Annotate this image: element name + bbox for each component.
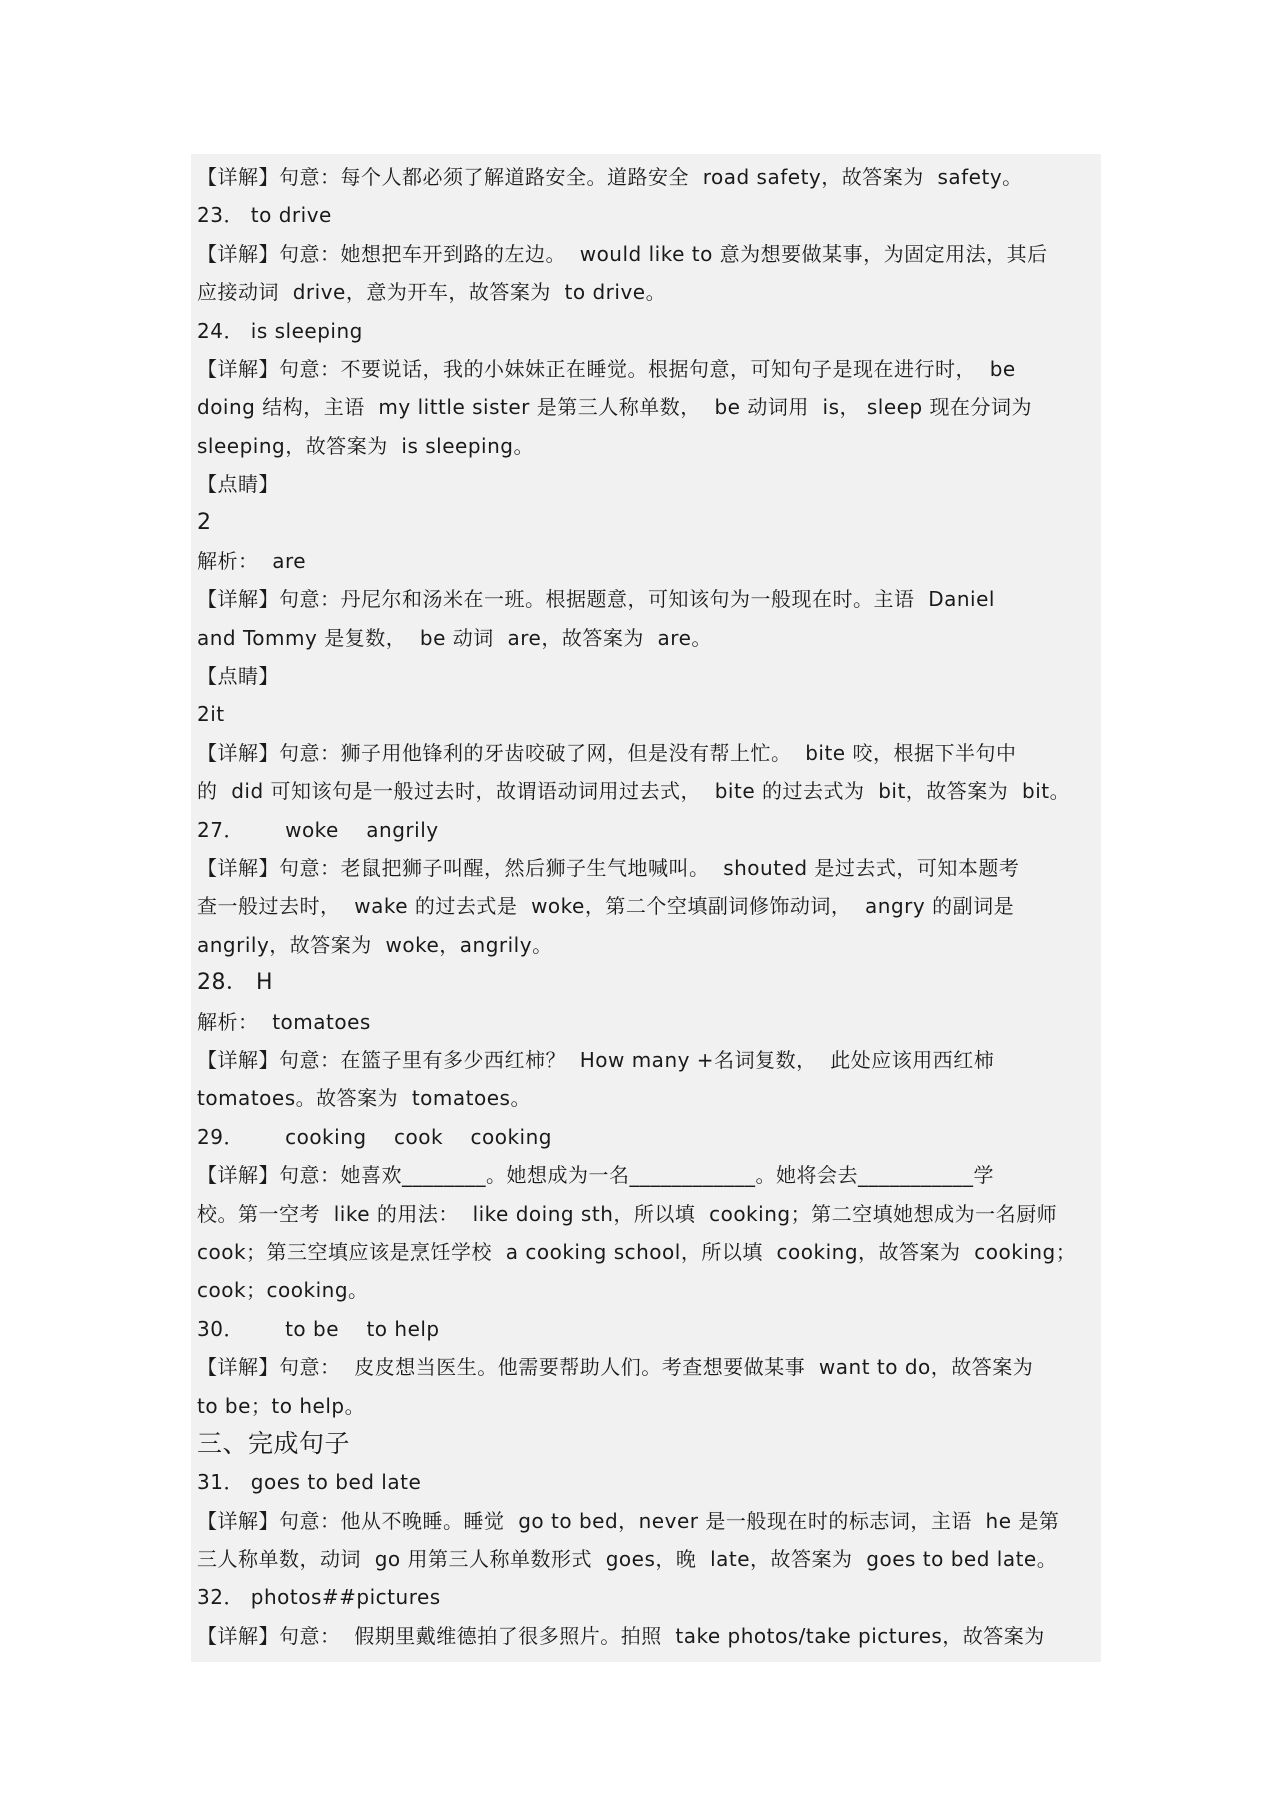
text-line: 【详解】句意：她想把车开到路的左边。 would like to 意为想要做某事，为固定用法，其后 bbox=[197, 241, 1048, 266]
text-line: 【详解】句意：他从不晚睡。睡觉 go to bed，never 是一般现在时的标志词，主语 he 是第 bbox=[197, 1508, 1060, 1533]
text-line: 24． is sleeping bbox=[197, 318, 363, 343]
text-line: doing 结构，主语 my little sister 是第三人称单数， be 动词用 is， sleep 现在分词为 bbox=[197, 395, 1033, 420]
text-line: 三人称单数，动词 go 用第三人称单数形式 goes，晚 late，故答案为 goes to bed late。 bbox=[197, 1547, 1058, 1572]
text-line: 解析： tomatoes bbox=[197, 1009, 371, 1034]
text-line: 28． H bbox=[197, 970, 274, 996]
text-line: sleeping，故答案为 is sleeping。 bbox=[197, 433, 534, 458]
text-line: 应接动词 drive，意为开车，故答案为 to drive。 bbox=[197, 280, 667, 305]
text-line: 【详解】句意：丹尼尔和汤米在一班。根据题意，可知该句为一般现在时。主语 Daniel bbox=[197, 587, 995, 612]
text-line: 查一般过去时， wake 的过去式是 woke，第二个空填副词修饰动词， angry 的副词是 bbox=[197, 894, 1015, 919]
section-heading: 三、完成句子 bbox=[197, 1428, 351, 1458]
text-line: 【点睛】 bbox=[197, 664, 279, 689]
text-line: 【详解】句意：老鼠把狮子叫醒，然后狮子生气地喊叫。 shouted 是过去式，可知本题考 bbox=[197, 856, 1020, 881]
text-line: cook；cooking。 bbox=[197, 1278, 369, 1303]
text-line: 32． photos##pictures bbox=[197, 1585, 441, 1610]
text-line: 解析： are bbox=[197, 548, 307, 573]
text-line: 29． cooking cook cooking bbox=[197, 1124, 552, 1149]
text-line: 【详解】句意：不要说话，我的小妹妹正在睡觉。根据句意，可知句子是现在进行时， be bbox=[197, 356, 1016, 381]
text-line: 2it bbox=[197, 702, 225, 727]
text-line: 【详解】句意：狮子用他锋利的牙齿咬破了网，但是没有帮上忙。 bite 咬，根据下半句中 bbox=[197, 740, 1017, 765]
text-line: 【点睛】 bbox=[197, 472, 279, 497]
text-line: 校。第一空考 like 的用法： like doing sth，所以填 cooking；第二空填她想成为一名厨师 bbox=[197, 1201, 1058, 1226]
text-line: 【详解】句意： 假期里戴维德拍了很多照片。拍照 take photos/take pictures，故答案为 bbox=[197, 1623, 1045, 1648]
text-line: 27． woke angrily bbox=[197, 817, 439, 842]
text-line: to be；to help。 bbox=[197, 1393, 366, 1418]
text-line: and Tommy 是复数， be 动词 are，故答案为 are。 bbox=[197, 625, 712, 650]
document-content bbox=[191, 154, 1101, 1662]
text-line: 的 did 可知该句是一般过去时，故谓语动词用过去式， bite 的过去式为 bit，故答案为 bit。 bbox=[197, 779, 1071, 804]
text-line: 23． to drive bbox=[197, 203, 332, 228]
text-line: 30． to be to help bbox=[197, 1316, 440, 1341]
text-line: 31． goes to bed late bbox=[197, 1470, 422, 1495]
text-line: 2 bbox=[197, 509, 212, 535]
text-line: 【详解】句意：在篮子里有多少西红柿？ How many +名词复数， 此处应该用西红柿 bbox=[197, 1047, 995, 1072]
text-line: angrily，故答案为 woke，angrily。 bbox=[197, 932, 553, 957]
text-line: 【详解】句意：每个人都必须了解道路安全。道路安全 road safety，故答案为 safety。 bbox=[197, 165, 1023, 189]
text-line: 【详解】句意：她喜欢________。她想成为一名____________。她将会去___________学 bbox=[197, 1163, 994, 1188]
text-line: cook；第三空填应该是烹饪学校 a cooking school，所以填 cooking，故答案为 cooking； bbox=[197, 1239, 1077, 1264]
text-line: tomatoes。故答案为 tomatoes。 bbox=[197, 1086, 531, 1111]
text-line: 【详解】句意： 皮皮想当医生。他需要帮助人们。考查想要做某事 want to do，故答案为 bbox=[197, 1355, 1034, 1380]
